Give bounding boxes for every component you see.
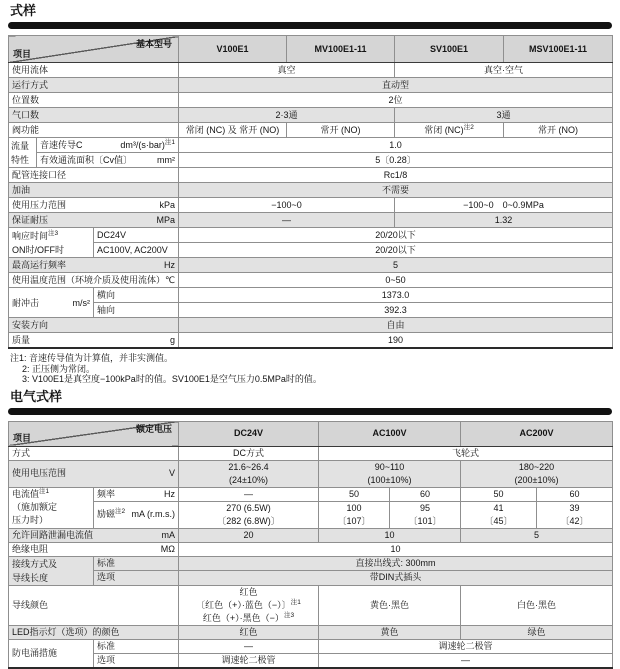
- surge-std-dc-value: —: [179, 639, 319, 653]
- impact-label-cell: [9, 288, 94, 318]
- current-label-cell: [9, 487, 94, 528]
- impact-a-value: 392.3: [179, 303, 613, 318]
- weight-value: 190: [179, 333, 613, 349]
- note-2: 2: 正压侧为常闭。: [22, 363, 96, 374]
- elec-row-surge-option: [9, 653, 613, 668]
- elec-row-leakage: [9, 528, 613, 542]
- excite-dc-value: [179, 501, 319, 528]
- excite-sublabel-cell: [94, 501, 179, 528]
- voltage-dc-line2: (24±10%): [229, 474, 268, 485]
- weight-label: 质量: [12, 335, 31, 345]
- freq-dc-value: —: [179, 487, 319, 501]
- spec-row-pressure-range: [9, 198, 613, 213]
- spec-row-weight: [9, 333, 613, 349]
- piping-label: 配管连接口径: [9, 168, 179, 183]
- cv-unit: mm²: [157, 155, 175, 165]
- ports-value-v: 2·3通: [179, 108, 395, 123]
- surge-opt-dc-value: 调速轮二极管: [179, 653, 319, 668]
- note-ref-w3: 注3: [283, 611, 295, 619]
- freq-ac100-60: 60: [390, 487, 461, 501]
- spec-col-sv100e1: SV100E1: [395, 36, 504, 63]
- note-ref-e2: 注2: [115, 508, 126, 515]
- temp-unit: ℃: [165, 275, 176, 285]
- elec-corner-cell: [9, 421, 179, 446]
- spec-col-v100e1: V100E1: [179, 36, 287, 63]
- note-ref-2: 注2: [463, 124, 474, 131]
- current-label-line1: [12, 488, 90, 501]
- maxfreq-label-cell: [9, 258, 179, 273]
- spec-row-piping: [9, 168, 613, 183]
- corner-top-label: 基本型号: [135, 39, 172, 49]
- elec-row-frequency: [9, 487, 613, 501]
- wirecolor-dc-line3-text: 红色（+）·黑色（−）: [202, 612, 284, 623]
- maxfreq-unit: Hz: [164, 260, 175, 270]
- freq-sublabel-cell: [94, 487, 179, 501]
- elec-table: [8, 421, 613, 669]
- wiring-label-cell: [9, 556, 94, 585]
- leakage-ac200-value: 5: [461, 528, 613, 542]
- elec-row-insulation: [9, 542, 613, 556]
- spec-row-response-ac: [9, 243, 613, 258]
- sonic-unit-text: dm³/(s·bar): [120, 140, 165, 150]
- elec-col-dc24v: DC24V: [179, 421, 319, 446]
- elec-row-led: [9, 625, 613, 639]
- weight-label-cell: [9, 333, 179, 349]
- valvefn-value-3: [395, 123, 504, 138]
- excite-ac200-60-line1: 39: [569, 502, 580, 513]
- fluid-label: 使用流体: [9, 63, 179, 78]
- impact-a-sublabel: 轴向: [94, 303, 179, 318]
- elec-section-title: 电气式样: [10, 388, 63, 404]
- impact-label: 耐冲击: [12, 297, 40, 308]
- spec-row-max-frequency: [9, 258, 613, 273]
- wirecolor-dc-line2: [182, 599, 315, 612]
- spec-row-sonic: [9, 138, 613, 153]
- note-ref-1: 注1: [164, 139, 175, 146]
- current-label: 电流值: [12, 489, 40, 499]
- surge-opt-sublabel: 选项: [94, 653, 179, 668]
- response-label-cell: [9, 228, 94, 258]
- response-label: 响应时间: [12, 230, 49, 241]
- leakage-unit: mA: [161, 529, 175, 540]
- fluid-value-sv: 真空·空气: [395, 63, 613, 78]
- cv-label-cell: [37, 153, 179, 168]
- insulation-unit: MΩ: [160, 543, 175, 554]
- excite-dc-line1: 270 (6.5W): [226, 502, 271, 513]
- response-ac-sublabel: AC100V, AC200V: [94, 243, 179, 258]
- proof-unit: MPa: [156, 215, 175, 225]
- piping-value: Rc1/8: [179, 168, 613, 183]
- proof-label-cell: [9, 213, 179, 228]
- led-label: LED指示灯（选项）的颜色: [9, 625, 179, 639]
- method-dc-value: DC方式: [179, 446, 319, 460]
- maxfreq-label: 最高运行频率: [12, 260, 67, 270]
- spec-section-title: 式样: [10, 3, 37, 18]
- spec-row-lubrication: [9, 183, 613, 198]
- cv-value: 5〔0.28〕: [179, 153, 613, 168]
- voltage-ac100-line1: 90~110: [374, 461, 405, 472]
- temp-label: 使用温度范围（环境介质及使用流体）: [12, 275, 166, 285]
- corner-bottom-label: 项目: [13, 49, 32, 59]
- excite-unit: mA (r.m.s.): [131, 509, 175, 519]
- elec-corner-bottom-label: 项目: [13, 432, 32, 443]
- current-label-line2: （施加额定: [12, 502, 58, 512]
- spec-row-cv: [9, 153, 613, 168]
- leakage-dc-value: 20: [179, 528, 319, 542]
- excite-sublabel-text: 励磁: [97, 509, 116, 519]
- current-label-line3: 压力时）: [12, 515, 49, 525]
- wirecolor-ac100-value: 黄色·黑色: [319, 585, 461, 625]
- proof-label: 保证耐压: [12, 215, 49, 225]
- spec-row-ports: [9, 108, 613, 123]
- temp-label-cell: [9, 273, 179, 288]
- response-dc-value: 20/20以下: [179, 228, 613, 243]
- valvefn-value-3-text: 常闭 (NC): [424, 125, 464, 135]
- spec-row-proof-pressure: [9, 213, 613, 228]
- wiring-label-line1: 接线方式及: [12, 558, 58, 569]
- response-label-line2: ON时/OFF时: [12, 244, 64, 255]
- excite-ac100-60-line2: 〔101〕: [408, 515, 442, 526]
- wirecolor-label: 导线颜色: [9, 585, 179, 625]
- spec-row-valve-function: [9, 123, 613, 138]
- section-divider-bar: [8, 22, 612, 29]
- impact-h-sublabel: 横向: [94, 288, 179, 303]
- excite-ac200-50-line1: 41: [493, 502, 504, 513]
- voltage-unit: V: [168, 468, 175, 478]
- elec-row-surge-standard: [9, 639, 613, 653]
- lube-value: 不需要: [179, 183, 613, 198]
- excite-ac100-60: [390, 501, 461, 528]
- freq-sublabel: 频率: [97, 488, 116, 499]
- elec-row-method: [9, 446, 613, 460]
- voltage-label: 使用电压范围: [12, 468, 67, 478]
- note-ref-e1: 注1: [39, 488, 50, 495]
- led-ac200-value: 绿色: [461, 625, 613, 639]
- valvefn-value-2: 常开 (NO): [287, 123, 395, 138]
- wiring-std-value: 直接出线式: 300mm: [179, 556, 613, 571]
- freq-ac100-50: 50: [319, 487, 390, 501]
- operation-label: 运行方式: [9, 78, 179, 93]
- wirecolor-dc-value: [179, 585, 319, 625]
- spec-row-fluid: [9, 63, 613, 78]
- note-ref-3: 注3: [48, 229, 59, 237]
- spec-row-positions: [9, 93, 613, 108]
- voltage-dc-value: [179, 460, 319, 487]
- positions-value: 2位: [179, 93, 613, 108]
- mount-value: 自由: [179, 318, 613, 333]
- elec-row-wiring-standard: [9, 556, 613, 571]
- excite-ac100-50-line2: 〔107〕: [337, 515, 371, 526]
- ports-value-sv: 3通: [395, 108, 613, 123]
- spec-header-row: [9, 36, 613, 63]
- sonic-value: 1.0: [179, 138, 613, 153]
- spec-corner-cell: [9, 36, 179, 63]
- operation-value: 直动型: [179, 78, 613, 93]
- sonic-label: 音速传导C: [40, 140, 83, 150]
- wiring-opt-value: 带DIN式插头: [179, 571, 613, 586]
- proof-value-v: —: [179, 213, 395, 228]
- ports-label: 气口数: [9, 108, 179, 123]
- spec-col-msv100e1: MSV100E1-11: [504, 36, 613, 63]
- weight-unit: g: [169, 335, 175, 345]
- spec-row-impact-a: [9, 303, 613, 318]
- excite-ac200-50: [461, 501, 537, 528]
- method-ac-value: 飞轮式: [319, 446, 613, 460]
- spec-row-operation: [9, 78, 613, 93]
- voltage-ac200-value: [461, 460, 613, 487]
- flow-group-line2: 特性: [11, 154, 30, 165]
- pressure-value-sv: −100~0 0~0.9MPa: [395, 198, 613, 213]
- lube-label: 加油: [9, 183, 179, 198]
- voltage-ac200-line1: 180~220: [518, 461, 555, 472]
- led-dc-value: 红色: [179, 625, 319, 639]
- excite-ac100-60-line1: 95: [419, 502, 430, 513]
- pressure-value-v: −100~0: [179, 198, 395, 213]
- surge-label: 防电涌措施: [9, 639, 94, 668]
- excite-dc-line2: 〔282 (6.8W)〕: [217, 515, 280, 526]
- spec-row-response-dc: [9, 228, 613, 243]
- note-ref-w1: 注1: [290, 598, 301, 606]
- elec-row-wire-color: [9, 585, 613, 625]
- elec-corner-top-label: 额定电压: [135, 423, 172, 434]
- excite-sublabel: [97, 508, 125, 521]
- spec-notes: [10, 353, 612, 385]
- wirecolor-ac200-value: 白色·黑色: [461, 585, 613, 625]
- leakage-label-cell: [9, 528, 179, 542]
- pressure-label: 使用压力范围: [12, 200, 67, 210]
- led-ac100-value: 黄色: [319, 625, 461, 639]
- voltage-ac200-line2: (200±10%): [514, 474, 559, 485]
- excite-ac200-50-line2: 〔45〕: [484, 515, 513, 526]
- cv-label: 有效通流面积〔Cv值〕: [40, 155, 133, 165]
- response-label-line1: [12, 229, 90, 243]
- elec-row-excitation: [9, 501, 613, 528]
- pressure-label-cell: [9, 198, 179, 213]
- voltage-ac100-line2: (100±10%): [367, 474, 412, 485]
- surge-opt-ac-value: —: [319, 653, 613, 668]
- elec-col-ac200v: AC200V: [461, 421, 613, 446]
- positions-label: 位置数: [9, 93, 179, 108]
- voltage-ac100-value: [319, 460, 461, 487]
- maxfreq-value: 5: [179, 258, 613, 273]
- elec-header-row: [9, 421, 613, 446]
- wirecolor-dc-line2-text: 〔红色（+）·蓝色（−）〕: [196, 599, 291, 610]
- response-dc-sublabel: DC24V: [94, 228, 179, 243]
- wiring-std-sublabel: 标准: [94, 556, 179, 571]
- spec-col-mv100e1: MV100E1-11: [287, 36, 395, 63]
- note-1: 注1: 音速传导值为计算值，并非实测值。: [10, 353, 174, 363]
- wiring-opt-sublabel: 选项: [94, 571, 179, 586]
- leakage-label: 允许回路泄漏电流值: [12, 529, 94, 540]
- section-divider-bar-2: [8, 408, 612, 415]
- excite-ac100-50: [319, 501, 390, 528]
- spec-row-mounting: [9, 318, 613, 333]
- voltage-label-cell: [9, 460, 179, 487]
- spec-table: [8, 35, 613, 349]
- freq-unit: Hz: [164, 488, 175, 499]
- surge-std-ac-value: 调速轮二极管: [319, 639, 613, 653]
- excite-ac200-60: [537, 501, 613, 528]
- spec-row-impact-h: [9, 288, 613, 303]
- impact-unit: m/s²: [72, 297, 90, 308]
- valvefn-label: 阀功能: [9, 123, 179, 138]
- valvefn-value-4: 常开 (NO): [504, 123, 613, 138]
- elec-row-wiring-option: [9, 571, 613, 586]
- fluid-value-v: 真空: [179, 63, 395, 78]
- excite-ac200-60-line2: 〔42〕: [560, 515, 589, 526]
- sonic-label-cell: [37, 138, 179, 153]
- wirecolor-dc-line1: 红色: [239, 586, 258, 597]
- elec-col-ac100v: AC100V: [319, 421, 461, 446]
- insulation-label-cell: [9, 542, 179, 556]
- proof-value-sv: 1.32: [395, 213, 613, 228]
- spec-row-temperature: [9, 273, 613, 288]
- pressure-unit: kPa: [159, 200, 175, 210]
- leakage-ac100-value: 10: [319, 528, 461, 542]
- sonic-unit: [120, 138, 175, 152]
- voltage-dc-line1: 21.6~26.4: [228, 461, 269, 472]
- note-3: 3: V100E1是真空度−100kPa时的值。SV100E1是空气压力0.5MPa时的值。: [22, 374, 322, 384]
- temp-value: 0~50: [179, 273, 613, 288]
- freq-ac200-60: 60: [537, 487, 613, 501]
- mount-label: 安装方向: [9, 318, 179, 333]
- response-ac-value: 20/20以下: [179, 243, 613, 258]
- surge-std-sublabel: 标准: [94, 639, 179, 653]
- excite-ac100-50-line1: 100: [346, 502, 362, 513]
- flow-group-label: [9, 138, 37, 168]
- impact-h-value: 1373.0: [179, 288, 613, 303]
- valvefn-value-1: 常闭 (NC) 及 常开 (NO): [179, 123, 287, 138]
- wirecolor-dc-line3: [182, 612, 315, 625]
- insulation-label: 绝缘电阻: [12, 543, 49, 554]
- flow-group-line1: 流量: [11, 140, 30, 151]
- elec-row-voltage-range: [9, 460, 613, 487]
- insulation-value: 10: [179, 542, 613, 556]
- method-label: 方式: [9, 446, 179, 460]
- freq-ac200-50: 50: [461, 487, 537, 501]
- wiring-label-line2: 导线长度: [12, 572, 49, 583]
